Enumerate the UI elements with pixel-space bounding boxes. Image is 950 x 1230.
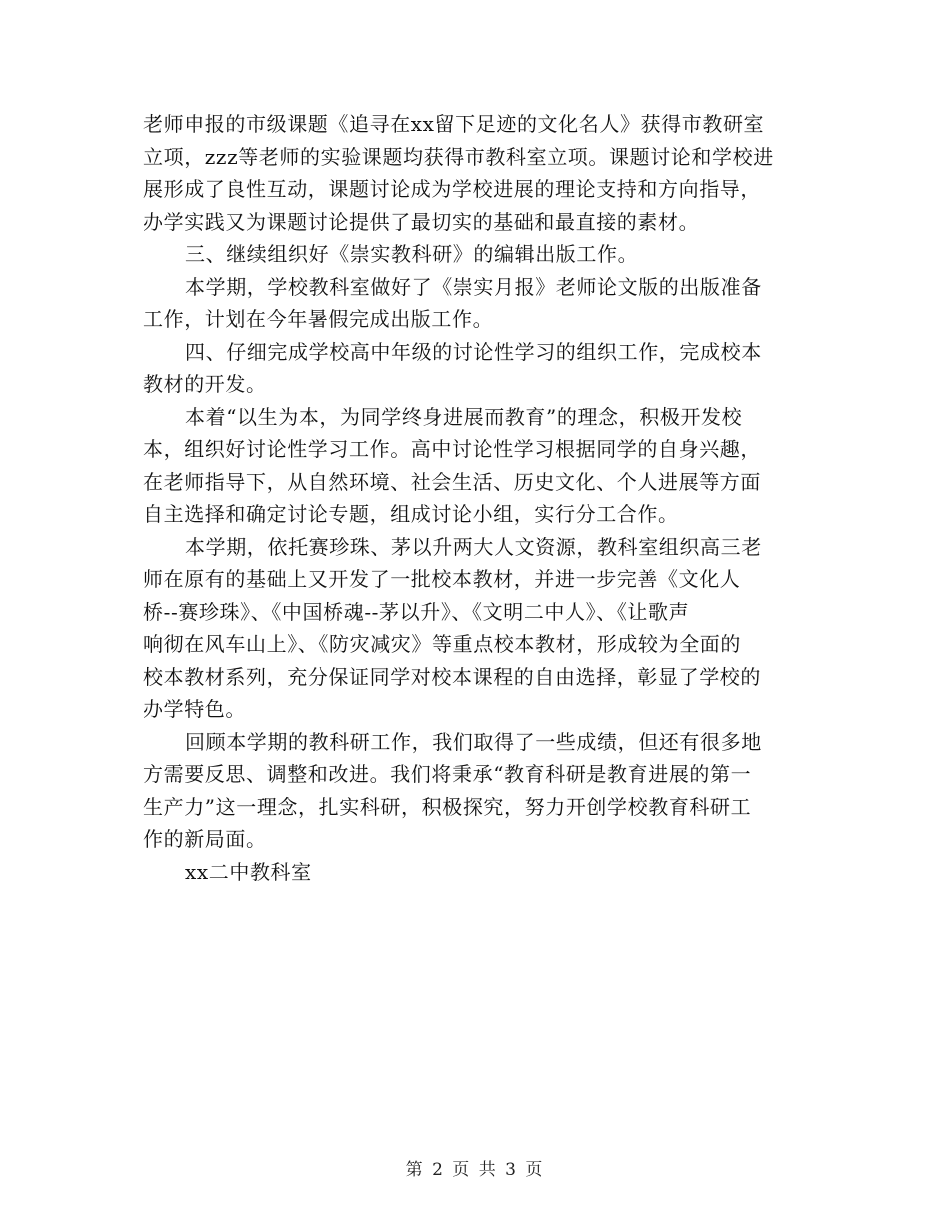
body-line: 桥--赛珍珠》、《中国桥魂--茅以升》、《文明二中人》、《让歌声 — [143, 599, 690, 624]
body-line: 教材的开发。 — [143, 372, 267, 396]
document-body — [143, 108, 803, 888]
section-heading: 三、继续组织好《崇实教科研》的编辑出版工作。 — [185, 242, 639, 266]
body-line: 本学期，依托赛珍珠、茅以升两大人文资源，教科室组织高三老 — [185, 534, 762, 559]
signature-line: xx二中教科室 — [185, 859, 312, 884]
body-line: 办学实践又为课题讨论提供了最切实的基础和最直接的素材。 — [143, 209, 700, 234]
body-line: 生产力”这一理念，扎实科研，积极探究，努力开创学校教育科研工 — [143, 794, 752, 819]
body-line: 方需要反思、调整和改进。我们将秉承“教育科研是教育进展的第一 — [143, 762, 752, 786]
body-line: 自主选择和确定讨论专题，组成讨论小组，实行分工合作。 — [143, 502, 679, 526]
body-line: 在老师指导下，从自然环境、社会生活、历史文化、个人进展等方面 — [143, 469, 761, 494]
section-heading: 四、仔细完成学校高中年级的讨论性学习的组织工作，完成校本 — [185, 339, 762, 364]
body-line: 立项，zzz等老师的实验课题均获得市教科室立项。课题讨论和学校进 — [143, 144, 774, 169]
page-number: 第 2 页 共 3 页 — [405, 1160, 545, 1180]
body-line: 本着“以生为本，为同学终身进展而教育”的理念，积极开发校 — [185, 404, 743, 429]
body-line: 工作，计划在今年暑假完成出版工作。 — [143, 307, 494, 331]
body-line: 回顾本学期的教科研工作，我们取得了一些成绩，但还有很多地 — [185, 729, 762, 754]
body-line: 本，组织好讨论性学习工作。高中讨论性学习根据同学的自身兴趣， — [143, 437, 761, 461]
body-line: 办学特色。 — [143, 697, 246, 721]
body-line: 校本教材系列，充分保证同学对校本课程的自由选择，彰显了学校的 — [143, 664, 761, 689]
body-line: 响彻在风车山上》、《防灾减灾》等重点校本教材，形成较为全面的 — [143, 632, 741, 656]
body-line: 展形成了良性互动，课题讨论成为学校进展的理论支持和方向指导， — [143, 177, 761, 201]
body-line: 作的新局面。 — [143, 827, 267, 851]
body-line: 老师申报的市级课题《追寻在xx留下足迹的文化名人》获得市教研室 — [143, 112, 765, 136]
body-line: 本学期，学校教科室做好了《崇实月报》老师论文版的出版准备 — [185, 274, 762, 299]
body-line: 师在原有的基础上又开发了一批校本教材，并进一步完善《文化人 — [143, 567, 741, 591]
